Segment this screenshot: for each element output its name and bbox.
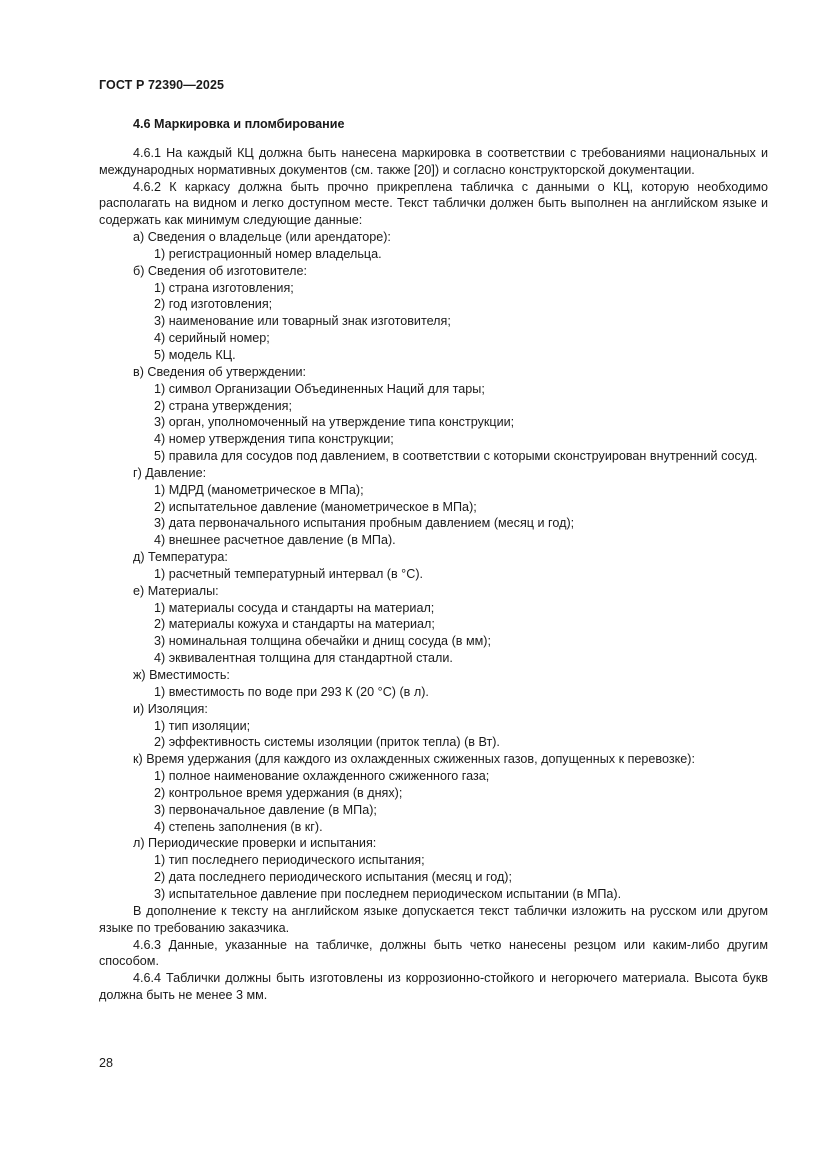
list-item-number: 5) xyxy=(154,347,169,362)
list-group-v xyxy=(99,364,768,381)
list-group-label: Вместимость: xyxy=(149,668,230,682)
paragraph-4-6-3: 4.6.3 Данные, указанные на табличке, должны быть четко нанесены резцом или каким-либо другим способом. xyxy=(99,937,768,969)
list-marker: в) xyxy=(133,364,144,379)
list-item-number: 1) xyxy=(154,684,169,699)
list-item-text: регистрационный номер владельца. xyxy=(168,246,382,261)
list-item-text: эквивалентная толщина для стандартной стали. xyxy=(168,651,453,666)
list-item-number: 4) xyxy=(154,533,169,548)
list-item-text: дата последнего периодического испытания (месяц и год); xyxy=(168,870,512,885)
list-group-label: Периодические проверки и испытания: xyxy=(148,836,377,851)
list-item xyxy=(99,482,768,499)
list-item-number: 3) xyxy=(154,634,169,649)
data-requirements-list xyxy=(99,229,768,903)
list-item-text: испытательное давление (манометрическое в МПа); xyxy=(168,499,477,514)
list-item-text: дата первоначального испытания пробным давлением (месяц и год); xyxy=(168,516,575,531)
list-item xyxy=(99,718,768,735)
list-item xyxy=(99,650,768,667)
list-item xyxy=(99,869,768,886)
list-item-number: 3) xyxy=(154,314,169,329)
list-item-text: символ Организации Объединенных Наций для тары; xyxy=(168,381,485,396)
document-code-header: ГОСТ Р 72390—2025 xyxy=(99,78,225,92)
paragraph-4-6-2: 4.6.2 К каркасу должна быть прочно прикреплена табличка с данными о КЦ, которую необходимо располагать на видном и легко доступном месте. Текст таблички должен быть выполнен на английском языке и содержать как минимум следующие данные: xyxy=(99,179,768,228)
list-item-text: материалы кожуха и стандарты на материал; xyxy=(168,617,435,632)
list-item xyxy=(99,819,768,836)
list-item-number: 4) xyxy=(154,432,169,447)
list-marker: б) xyxy=(133,263,145,278)
list-item xyxy=(99,330,768,347)
list-item-text: расчетный температурный интервал (в °С). xyxy=(168,566,424,581)
list-item xyxy=(99,515,768,532)
list-item-number: 5) xyxy=(154,449,169,464)
list-item xyxy=(99,381,768,398)
list-item-text: испытательное давление при последнем периодическом испытании (в МПа). xyxy=(168,886,622,901)
paragraph-4-6-1: 4.6.1 На каждый КЦ должна быть нанесена маркировка в соответствии с требованиями национальных и международных нормативных документов (см. также [20]) и согласно конструкторской документации. xyxy=(99,145,768,177)
list-item xyxy=(99,414,768,431)
list-item xyxy=(99,398,768,415)
list-item-number: 1) xyxy=(154,566,169,581)
list-group-k xyxy=(99,751,768,768)
list-marker: и) xyxy=(133,701,145,716)
list-group-e xyxy=(99,583,768,600)
list-item-text: внешнее расчетное давление (в МПа). xyxy=(168,533,396,548)
list-item-text: серийный номер; xyxy=(168,331,270,346)
list-item-number: 3) xyxy=(154,802,169,817)
list-item-number: 1) xyxy=(154,853,169,868)
list-item-number: 1) xyxy=(154,718,169,733)
page-content xyxy=(99,116,768,1004)
list-item-number: 2) xyxy=(154,398,169,413)
list-item-number: 4) xyxy=(154,651,169,666)
list-item xyxy=(99,768,768,785)
list-item xyxy=(99,684,768,701)
list-item-text: год изготовления; xyxy=(168,297,273,312)
list-item-number: 2) xyxy=(154,499,169,514)
list-item-number: 2) xyxy=(154,735,169,750)
page-number: 28 xyxy=(99,1056,114,1070)
list-item xyxy=(99,633,768,650)
list-item-number: 1) xyxy=(154,381,169,396)
list-group-i xyxy=(99,701,768,718)
list-item-number: 3) xyxy=(154,415,169,430)
list-item-text: номинальная толщина обечайки и днищ сосуда (в мм); xyxy=(168,634,491,649)
list-group-d xyxy=(99,549,768,566)
list-item-number: 1) xyxy=(154,482,169,497)
list-item-text: МДРД (манометрическое в МПа); xyxy=(168,482,364,497)
list-item-text: страна утверждения; xyxy=(168,398,292,413)
list-item-text: наименование или товарный знак изготовителя; xyxy=(168,314,451,329)
list-item xyxy=(99,313,768,330)
list-group-zh xyxy=(99,667,768,684)
list-item xyxy=(99,802,768,819)
list-item-text: страна изготовления; xyxy=(168,280,294,295)
list-item xyxy=(99,566,768,583)
list-group-label: Сведения о владельце (или арендаторе): xyxy=(147,230,391,245)
list-item-number: 1) xyxy=(154,600,169,615)
list-item-number: 2) xyxy=(154,785,169,800)
list-item-number: 2) xyxy=(154,617,169,632)
list-item xyxy=(99,852,768,869)
list-item-text: эффективность системы изоляции (приток тепла) (в Вт). xyxy=(168,735,500,750)
list-marker: е) xyxy=(133,583,145,598)
list-item-number: 1) xyxy=(154,769,169,784)
list-marker: л) xyxy=(133,836,145,851)
list-item-number: 2) xyxy=(154,297,169,312)
paragraph-language-addition: В дополнение к тексту на английском языке допускается текст таблички изложить на русском или другом языке по требованию заказчика. xyxy=(99,903,768,935)
list-item-text: первоначальное давление (в МПа); xyxy=(168,802,377,817)
list-marker: г) xyxy=(133,465,142,480)
list-item-text: орган, уполномоченный на утверждение типа конструкции; xyxy=(168,415,515,430)
list-group-label: Давление: xyxy=(145,465,207,480)
list-item-number: 3) xyxy=(154,516,169,531)
list-item xyxy=(99,246,768,263)
list-item-number: 1) xyxy=(154,246,169,261)
list-item-number: 4) xyxy=(154,331,169,346)
list-item-number: 3) xyxy=(154,886,169,901)
list-group-label: Время удержания (для каждого из охлажденных сжиженных газов, допущенных к перевозке): xyxy=(146,752,695,767)
list-item xyxy=(99,886,768,903)
list-item-text: тип последнего периодического испытания; xyxy=(168,853,425,868)
list-item xyxy=(99,600,768,617)
list-item xyxy=(99,616,768,633)
list-item-text: номер утверждения типа конструкции; xyxy=(168,432,394,447)
list-marker: к) xyxy=(133,752,143,767)
list-item xyxy=(99,347,768,364)
list-group-l xyxy=(99,835,768,852)
list-group-label: Сведения об утверждении: xyxy=(147,364,307,379)
list-item-number: 4) xyxy=(154,819,169,834)
list-item-text: тип изоляции; xyxy=(168,718,251,733)
list-marker: а) xyxy=(133,230,145,245)
list-item-text: степень заполнения (в кг). xyxy=(168,819,323,834)
list-group-label: Сведения об изготовителе: xyxy=(147,263,307,278)
list-item-text: вместимость по воде при 293 К (20 °С) (в л). xyxy=(168,684,429,699)
section-title: 4.6 Маркировка и пломбирование xyxy=(133,117,345,131)
list-item xyxy=(99,785,768,802)
list-item-text: контрольное время удержания (в днях); xyxy=(168,785,403,800)
list-item xyxy=(99,532,768,549)
paragraph-4-6-4: 4.6.4 Таблички должны быть изготовлены из коррозионно-стойкого и негорючего материала. Высота букв должна быть не менее 3 мм. xyxy=(99,971,768,1003)
list-item xyxy=(99,431,768,448)
list-group-label: Температура: xyxy=(148,550,228,565)
list-group-g xyxy=(99,465,768,482)
list-item-number: 2) xyxy=(154,870,169,885)
list-marker: д) xyxy=(133,550,145,565)
list-item xyxy=(99,499,768,516)
list-item-number: 1) xyxy=(154,280,169,295)
list-marker: ж) xyxy=(133,668,146,682)
list-item-text: модель КЦ. xyxy=(168,347,236,362)
list-group-label: Материалы: xyxy=(147,583,219,598)
list-item-text: правила для сосудов под давлением, в соответствии с которыми сконструирован внутренний сосуд. xyxy=(168,449,758,464)
list-item xyxy=(99,448,768,465)
list-item xyxy=(99,280,768,297)
list-item xyxy=(99,734,768,751)
list-item-text: материалы сосуда и стандарты на материал; xyxy=(168,600,435,615)
list-group-a xyxy=(99,229,768,246)
list-item xyxy=(99,296,768,313)
list-group-b xyxy=(99,263,768,280)
list-group-label: Изоляция: xyxy=(147,701,208,716)
list-item-text: полное наименование охлажденного сжиженного газа; xyxy=(168,769,490,784)
